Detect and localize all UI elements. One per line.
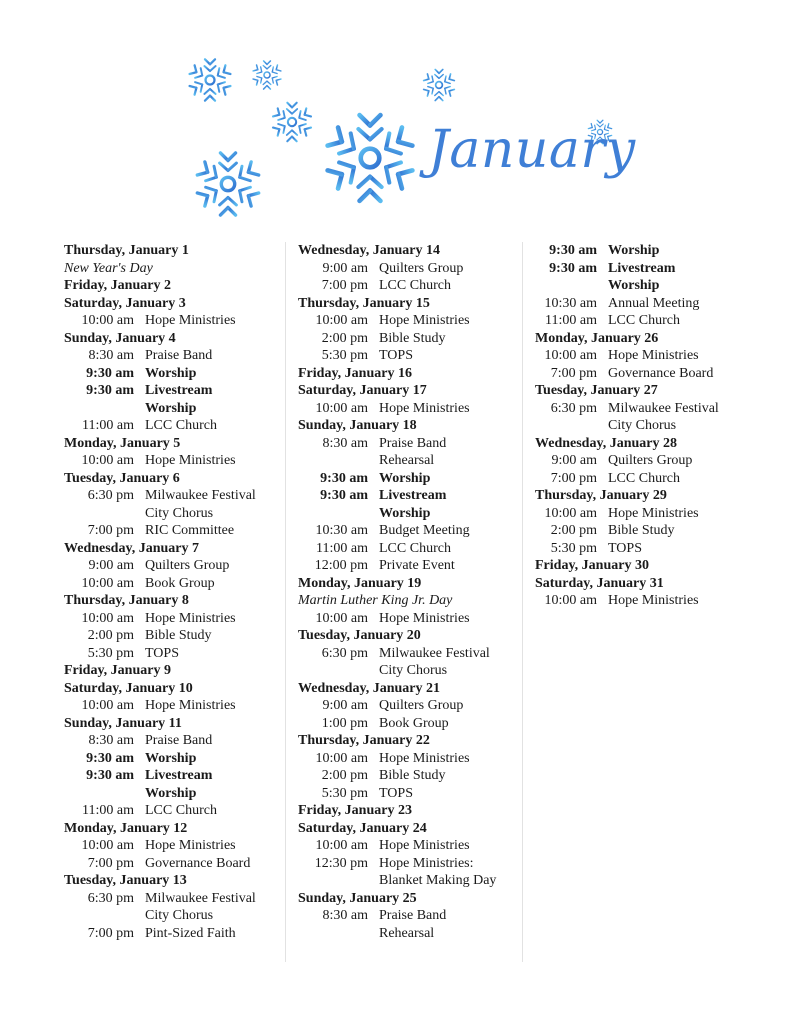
event-time: 9:30 am (549, 260, 597, 276)
event-name: LCC Church (145, 803, 217, 818)
event-name: Milwaukee Festival (379, 645, 490, 661)
event-time: 6:30 pm (321, 645, 368, 661)
event-time: 5:30 pm (321, 348, 368, 363)
event-row (64, 890, 284, 908)
event-name: Bible Study (145, 628, 212, 643)
event-row (298, 540, 520, 558)
event-name: LCC Church (379, 278, 451, 293)
column-divider (285, 242, 286, 962)
calendar-column-2 (298, 242, 520, 942)
event-time: 9:30 am (549, 243, 597, 258)
day-heading: Saturday, January 3 (64, 295, 186, 311)
day-heading: Tuesday, January 13 (64, 873, 187, 888)
event-name: Book Group (379, 715, 449, 731)
event-name: Hope Ministries (608, 505, 699, 521)
event-row (535, 260, 765, 278)
event-name: LCC Church (379, 540, 451, 556)
event-time: 9:30 am (86, 750, 134, 766)
day-heading: Sunday, January 4 (64, 330, 176, 346)
event-row (64, 347, 284, 365)
event-time: 10:00 am (544, 505, 597, 521)
event-name: Hope Ministries (145, 698, 236, 713)
event-row (64, 627, 284, 645)
event-time: 1:00 pm (321, 715, 368, 731)
event-row (64, 382, 284, 400)
event-row (298, 347, 520, 365)
day-heading: Tuesday, January 27 (535, 383, 658, 398)
day-heading: Sunday, January 11 (64, 715, 182, 731)
holiday-label: Martin Luther King Jr. Day (298, 593, 453, 608)
event-time: 10:00 am (81, 698, 134, 713)
day-heading: Friday, January 23 (298, 803, 412, 818)
day-heading: Wednesday, January 14 (298, 243, 440, 258)
event-name: Private Event (379, 558, 455, 573)
event-name: Hope Ministries (608, 593, 699, 608)
event-time: 5:30 pm (87, 645, 134, 661)
event-name: RIC Committee (145, 523, 235, 538)
event-name: Quilters Group (608, 453, 693, 468)
event-row (64, 697, 284, 715)
day-heading: Thursday, January 29 (535, 488, 667, 503)
event-row (64, 312, 284, 330)
event-name-continued: City Chorus (145, 505, 214, 521)
event-name: Hope Ministries (145, 453, 236, 468)
event-time: 2:00 pm (87, 628, 134, 643)
event-row (298, 767, 520, 785)
event-row (64, 522, 284, 540)
month-title: January (428, 120, 636, 180)
event-time: 6:30 pm (550, 400, 597, 416)
day-heading: Friday, January 16 (298, 365, 412, 381)
event-name: TOPS (379, 348, 413, 363)
day-heading: Monday, January 12 (64, 820, 188, 836)
event-name: Praise Band (379, 908, 447, 923)
event-row (298, 855, 520, 873)
event-name: Bible Study (608, 523, 675, 538)
event-name: Quilters Group (145, 558, 230, 573)
event-row (298, 715, 520, 733)
event-row (535, 365, 765, 383)
event-name-continued: Worship (145, 400, 197, 416)
event-name: Hope Ministries: (379, 855, 474, 871)
event-name: Hope Ministries (145, 610, 236, 626)
event-time: 10:00 am (81, 575, 134, 591)
event-name-continued: Worship (145, 785, 197, 801)
event-name: Praise Band (145, 348, 213, 363)
event-time: 2:00 pm (321, 768, 368, 783)
event-name: Hope Ministries (145, 838, 236, 853)
event-row (535, 470, 765, 488)
event-time: 10:00 am (315, 313, 368, 328)
event-time: 6:30 pm (87, 890, 134, 906)
event-time: 9:00 am (551, 453, 597, 468)
event-time: 10:00 am (544, 593, 597, 608)
event-time: 9:00 am (322, 698, 368, 713)
event-name: Worship (608, 243, 660, 258)
event-row (298, 697, 520, 715)
event-name: Worship (379, 470, 431, 486)
event-name: TOPS (145, 645, 179, 661)
day-heading: Tuesday, January 6 (64, 470, 180, 486)
event-row (64, 610, 284, 628)
event-name: Quilters Group (379, 260, 464, 276)
event-name: Hope Ministries (608, 348, 699, 363)
event-row (535, 592, 765, 610)
event-name: TOPS (608, 540, 642, 556)
event-row (64, 767, 284, 785)
event-name: Hope Ministries (379, 400, 470, 416)
event-time: 6:30 pm (87, 488, 134, 503)
event-row (64, 837, 284, 855)
event-time: 9:00 am (88, 558, 134, 573)
event-row (64, 487, 284, 505)
event-time: 10:00 am (315, 838, 368, 853)
event-time: 11:00 am (82, 418, 134, 433)
day-heading: Thursday, January 1 (64, 243, 189, 258)
event-name: Annual Meeting (608, 295, 700, 311)
day-heading: Tuesday, January 20 (298, 628, 421, 643)
day-heading: Monday, January 26 (535, 330, 659, 346)
event-row (64, 750, 284, 768)
calendar-column-3 (535, 242, 765, 610)
event-row (298, 470, 520, 488)
event-row (64, 855, 284, 873)
event-row (298, 435, 520, 453)
event-row (535, 452, 765, 470)
event-row (535, 242, 765, 260)
day-heading: Friday, January 2 (64, 278, 171, 293)
event-row (298, 400, 520, 418)
event-time: 10:00 am (315, 610, 368, 626)
event-row (64, 452, 284, 470)
event-name-continued: Worship (608, 278, 660, 293)
event-name-continued: City Chorus (145, 908, 214, 923)
event-name: Book Group (145, 575, 215, 591)
event-name: TOPS (379, 785, 413, 801)
day-heading: Wednesday, January 7 (64, 540, 199, 556)
column-divider (522, 242, 523, 962)
event-name-continued: Rehearsal (379, 453, 435, 468)
event-row (535, 505, 765, 523)
event-name-continued: Rehearsal (379, 925, 435, 941)
day-heading: Monday, January 5 (64, 435, 181, 451)
snowflake-icon (266, 96, 318, 148)
event-row (535, 522, 765, 540)
event-row (535, 400, 765, 418)
event-time: 7:00 pm (321, 278, 368, 293)
event-name-continued: City Chorus (379, 663, 448, 678)
event-name: Milwaukee Festival (145, 890, 256, 906)
event-name: Quilters Group (379, 698, 464, 713)
event-name: Milwaukee Festival (145, 488, 256, 503)
event-time: 10:00 am (81, 313, 134, 328)
event-row (298, 312, 520, 330)
holiday-label: New Year's Day (64, 260, 153, 276)
event-time: 11:00 am (316, 540, 368, 556)
event-name: LCC Church (608, 470, 680, 486)
event-time: 10:30 am (544, 295, 597, 311)
event-row (64, 557, 284, 575)
day-heading: Thursday, January 8 (64, 593, 189, 608)
event-time: 7:00 pm (87, 925, 134, 941)
event-name-continued: Worship (379, 505, 431, 521)
day-heading: Saturday, January 17 (298, 383, 427, 398)
day-heading: Friday, January 9 (64, 663, 171, 678)
event-name: Pint-Sized Faith (145, 925, 236, 941)
event-row (298, 557, 520, 575)
day-heading: Saturday, January 24 (298, 820, 427, 836)
event-time: 5:30 pm (550, 540, 597, 556)
event-time: 10:00 am (544, 348, 597, 363)
event-name: Bible Study (379, 330, 446, 346)
event-time: 7:00 pm (87, 855, 134, 871)
event-time: 2:00 pm (321, 330, 368, 346)
event-time: 9:30 am (320, 470, 368, 486)
day-heading: Wednesday, January 21 (298, 680, 440, 696)
day-heading: Wednesday, January 28 (535, 435, 677, 451)
event-row (64, 645, 284, 663)
event-row (64, 417, 284, 435)
day-heading: Sunday, January 25 (298, 890, 417, 906)
event-name: Hope Ministries (379, 838, 470, 853)
event-row (535, 347, 765, 365)
event-name: Praise Band (145, 733, 213, 748)
event-row (298, 522, 520, 540)
event-row (298, 330, 520, 348)
event-name: LCC Church (145, 418, 217, 433)
event-time: 9:00 am (322, 260, 368, 276)
event-name: Governance Board (608, 365, 714, 381)
event-time: 9:30 am (86, 383, 134, 398)
event-name: Livestream (145, 768, 213, 783)
day-heading: Thursday, January 15 (298, 295, 430, 311)
event-name-continued: City Chorus (608, 418, 677, 433)
event-name: Milwaukee Festival (608, 400, 719, 416)
day-heading: Thursday, January 22 (298, 733, 430, 748)
event-name: Worship (145, 365, 197, 381)
event-name: Hope Ministries (379, 750, 470, 766)
snowflake-icon (186, 142, 270, 226)
event-name: Livestream (145, 383, 213, 398)
event-time: 12:00 pm (314, 558, 368, 573)
event-row (64, 925, 284, 943)
event-row (298, 785, 520, 803)
event-name: LCC Church (608, 313, 680, 328)
day-heading: Monday, January 19 (298, 575, 422, 591)
event-row (535, 312, 765, 330)
event-time: 5:30 pm (321, 785, 368, 801)
event-row (64, 575, 284, 593)
event-row (64, 365, 284, 383)
event-row (298, 907, 520, 925)
event-time: 9:30 am (86, 365, 134, 381)
event-time: 10:30 am (315, 523, 368, 538)
snowflake-icon (182, 52, 238, 108)
event-time: 10:00 am (315, 750, 368, 766)
day-heading: Saturday, January 10 (64, 680, 193, 696)
event-time: 10:00 am (81, 610, 134, 626)
event-time: 11:00 am (545, 313, 597, 328)
snowflake-icon (312, 100, 428, 216)
event-time: 11:00 am (82, 803, 134, 818)
event-row (535, 295, 765, 313)
event-time: 2:00 pm (550, 523, 597, 538)
event-time: 9:30 am (320, 488, 368, 503)
event-row (64, 802, 284, 820)
event-time: 8:30 am (88, 348, 134, 363)
event-name: Bible Study (379, 768, 446, 783)
event-name: Hope Ministries (379, 610, 470, 626)
event-name-continued: Blanket Making Day (379, 873, 497, 888)
event-row (298, 750, 520, 768)
event-time: 10:00 am (81, 838, 134, 853)
day-heading: Sunday, January 18 (298, 418, 417, 433)
event-name: Praise Band (379, 435, 447, 451)
event-name: Budget Meeting (379, 523, 470, 538)
event-time: 12:30 pm (314, 855, 368, 871)
snowflake-icon (248, 56, 286, 94)
event-time: 10:00 am (315, 400, 368, 416)
event-time: 7:00 pm (550, 365, 597, 381)
event-time: 8:30 am (322, 908, 368, 923)
event-time: 8:30 am (88, 733, 134, 748)
event-row (298, 277, 520, 295)
event-row (535, 540, 765, 558)
event-time: 7:00 pm (87, 523, 134, 538)
event-name: Worship (145, 750, 197, 766)
day-heading: Saturday, January 31 (535, 575, 664, 591)
event-row (298, 645, 520, 663)
event-name: Hope Ministries (145, 313, 236, 328)
event-name: Livestream (608, 260, 676, 276)
header (0, 0, 791, 240)
event-name: Hope Ministries (379, 313, 470, 328)
calendar-column-1 (64, 242, 284, 942)
event-time: 9:30 am (86, 768, 134, 783)
event-time: 10:00 am (81, 453, 134, 468)
event-row (298, 260, 520, 278)
event-name: Livestream (379, 488, 447, 503)
event-row (64, 732, 284, 750)
event-row (298, 487, 520, 505)
day-heading: Friday, January 30 (535, 558, 649, 573)
event-time: 7:00 pm (550, 470, 597, 486)
event-name: Governance Board (145, 855, 251, 871)
event-row (298, 837, 520, 855)
event-row (298, 610, 520, 628)
event-time: 8:30 am (322, 435, 368, 451)
